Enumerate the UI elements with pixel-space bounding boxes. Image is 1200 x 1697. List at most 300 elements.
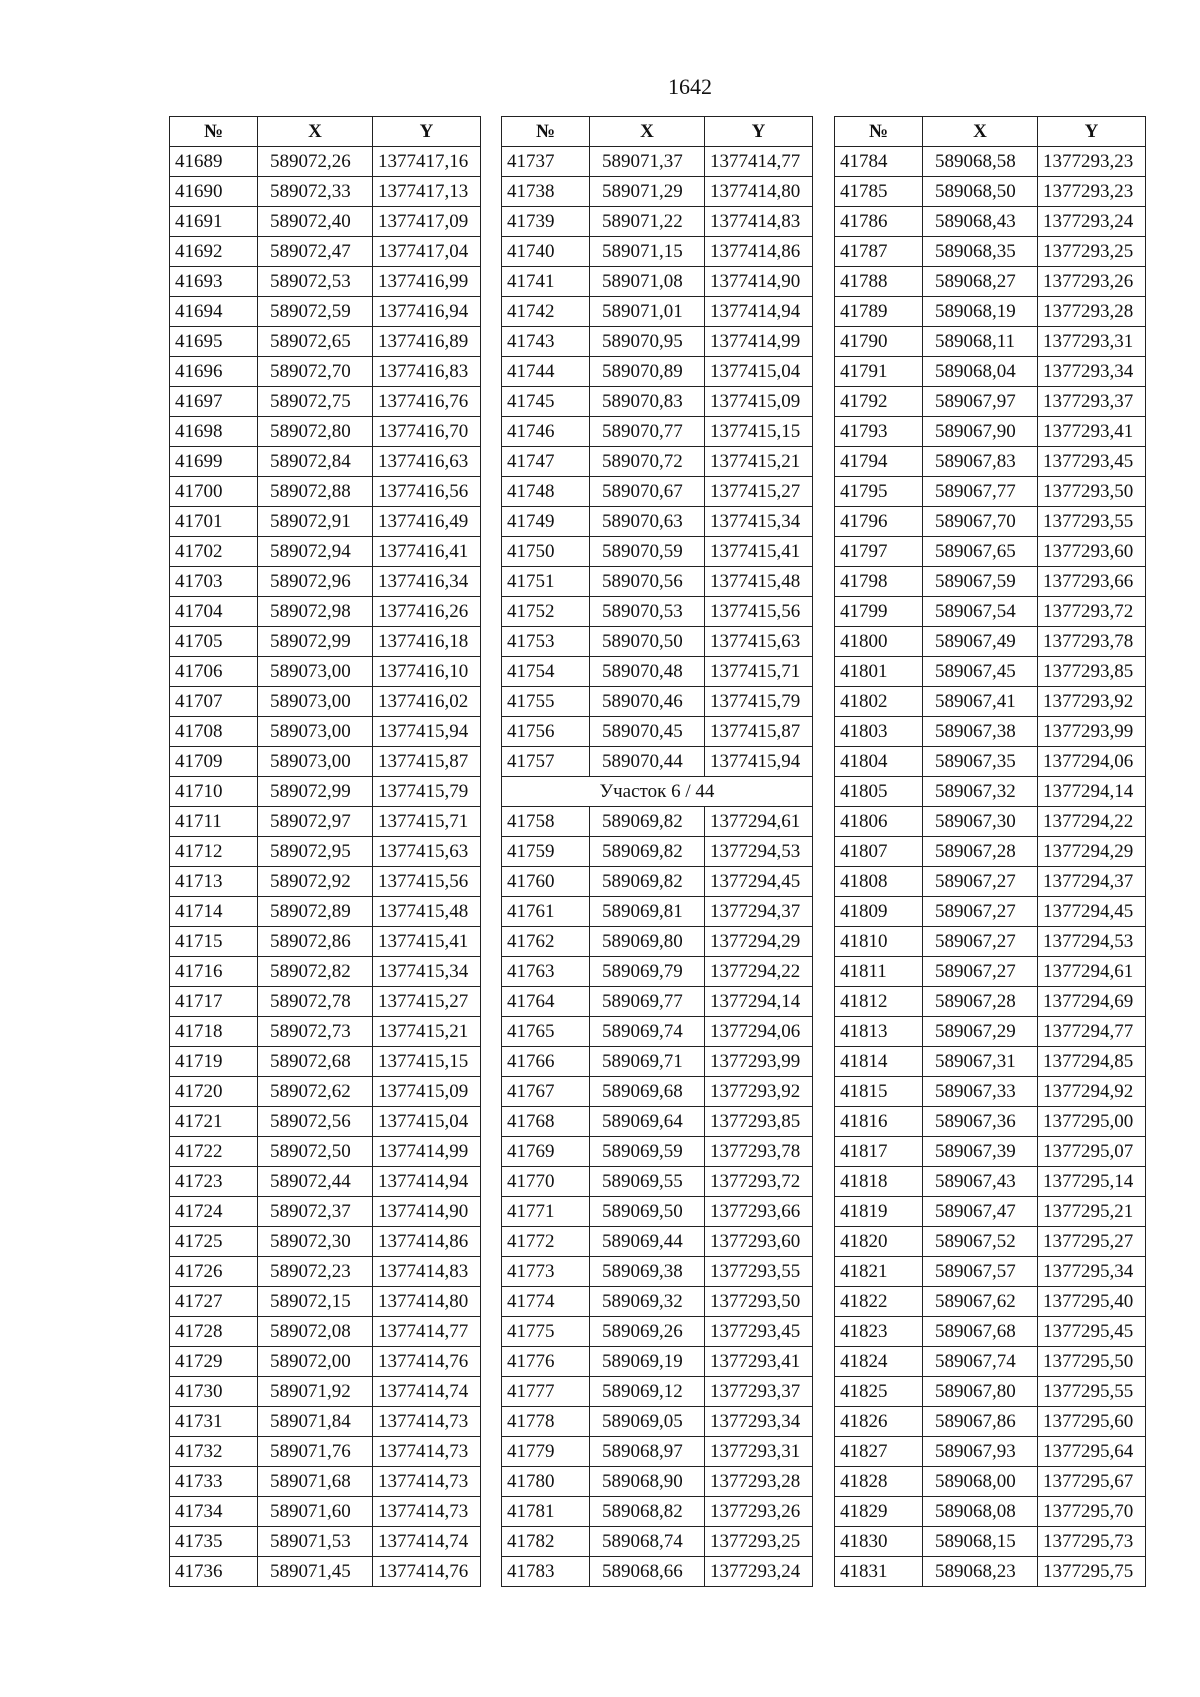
point-number-cell: 41780	[502, 1467, 590, 1497]
y-coordinate-cell: 1377416,94	[373, 297, 481, 327]
y-coordinate-cell: 1377293,45	[705, 1317, 813, 1347]
y-coordinate-cell: 1377414,99	[705, 327, 813, 357]
point-number-cell: 41817	[835, 1137, 923, 1167]
y-coordinate-cell: 1377415,27	[705, 477, 813, 507]
x-coordinate-cell: 589067,59	[923, 567, 1038, 597]
point-number-cell: 41743	[502, 327, 590, 357]
table-header-row	[170, 117, 481, 147]
table-row	[835, 1017, 1146, 1047]
x-coordinate-cell: 589072,62	[258, 1077, 373, 1107]
table-row	[170, 1557, 481, 1587]
table-row	[835, 507, 1146, 537]
y-coordinate-cell: 1377293,24	[1038, 207, 1146, 237]
y-coordinate-cell: 1377295,50	[1038, 1347, 1146, 1377]
y-coordinate-cell: 1377414,73	[373, 1467, 481, 1497]
y-coordinate-cell: 1377293,25	[705, 1527, 813, 1557]
y-coordinate-cell: 1377293,23	[1038, 147, 1146, 177]
x-coordinate-cell: 589072,37	[258, 1197, 373, 1227]
y-coordinate-cell: 1377293,85	[1038, 657, 1146, 687]
table-row	[502, 387, 813, 417]
y-coordinate-cell: 1377417,16	[373, 147, 481, 177]
table-row	[502, 1527, 813, 1557]
table-row	[502, 477, 813, 507]
y-coordinate-cell: 1377293,55	[705, 1257, 813, 1287]
y-coordinate-cell: 1377294,77	[1038, 1017, 1146, 1047]
y-coordinate-cell: 1377414,80	[705, 177, 813, 207]
number-column-header: №	[502, 117, 590, 147]
point-number-cell: 41726	[170, 1257, 258, 1287]
table-row	[835, 237, 1146, 267]
point-number-cell: 41751	[502, 567, 590, 597]
x-coordinate-cell: 589071,01	[590, 297, 705, 327]
point-number-cell: 41787	[835, 237, 923, 267]
y-coordinate-cell: 1377294,29	[1038, 837, 1146, 867]
table-row	[502, 747, 813, 777]
y-coordinate-cell: 1377415,56	[705, 597, 813, 627]
y-coordinate-cell: 1377295,73	[1038, 1527, 1146, 1557]
y-coordinate-cell: 1377294,22	[705, 957, 813, 987]
x-coordinate-cell: 589067,93	[923, 1437, 1038, 1467]
y-coordinate-cell: 1377293,28	[705, 1467, 813, 1497]
y-coordinate-cell: 1377293,50	[1038, 477, 1146, 507]
table-row	[835, 957, 1146, 987]
y-coordinate-cell: 1377293,78	[1038, 627, 1146, 657]
x-coordinate-cell: 589070,48	[590, 657, 705, 687]
x-coordinate-cell: 589067,68	[923, 1317, 1038, 1347]
point-number-cell: 41820	[835, 1227, 923, 1257]
y-coordinate-cell: 1377293,92	[705, 1077, 813, 1107]
point-number-cell: 41692	[170, 237, 258, 267]
y-coordinate-cell: 1377293,66	[705, 1197, 813, 1227]
table-row	[502, 1557, 813, 1587]
table-row	[835, 147, 1146, 177]
table-row	[170, 1317, 481, 1347]
section-label: Участок 6 / 44	[502, 777, 813, 807]
x-coordinate-cell: 589072,86	[258, 927, 373, 957]
x-coordinate-cell: 589070,77	[590, 417, 705, 447]
point-number-cell: 41748	[502, 477, 590, 507]
x-coordinate-cell: 589069,71	[590, 1047, 705, 1077]
table-row	[170, 777, 481, 807]
x-coordinate-cell: 589072,47	[258, 237, 373, 267]
x-coordinate-cell: 589072,92	[258, 867, 373, 897]
table-row	[170, 627, 481, 657]
y-coordinate-cell: 1377295,34	[1038, 1257, 1146, 1287]
y-coordinate-cell: 1377295,64	[1038, 1437, 1146, 1467]
point-number-cell: 41731	[170, 1407, 258, 1437]
point-number-cell: 41738	[502, 177, 590, 207]
x-coordinate-cell: 589067,80	[923, 1377, 1038, 1407]
x-coordinate-cell: 589071,45	[258, 1557, 373, 1587]
point-number-cell: 41798	[835, 567, 923, 597]
table-row	[170, 567, 481, 597]
x-coordinate-cell: 589073,00	[258, 657, 373, 687]
x-coordinate-cell: 589072,33	[258, 177, 373, 207]
point-number-cell: 41742	[502, 297, 590, 327]
y-coordinate-cell: 1377295,27	[1038, 1227, 1146, 1257]
table-row	[170, 1137, 481, 1167]
y-coordinate-cell: 1377293,28	[1038, 297, 1146, 327]
table-row	[502, 1197, 813, 1227]
table-row	[835, 1107, 1146, 1137]
table-row	[835, 477, 1146, 507]
table-row	[835, 717, 1146, 747]
x-column-header: X	[590, 117, 705, 147]
y-coordinate-cell: 1377293,34	[1038, 357, 1146, 387]
coordinates-table-1	[169, 116, 481, 1587]
x-coordinate-cell: 589067,28	[923, 987, 1038, 1017]
y-coordinate-cell: 1377415,09	[373, 1077, 481, 1107]
x-coordinate-cell: 589068,74	[590, 1527, 705, 1557]
table-row	[835, 987, 1146, 1017]
x-coordinate-cell: 589069,82	[590, 867, 705, 897]
point-number-cell: 41786	[835, 207, 923, 237]
y-coordinate-cell: 1377415,63	[373, 837, 481, 867]
y-coordinate-cell: 1377417,13	[373, 177, 481, 207]
table-row	[170, 1497, 481, 1527]
point-number-cell: 41797	[835, 537, 923, 567]
point-number-cell: 41773	[502, 1257, 590, 1287]
point-number-cell: 41725	[170, 1227, 258, 1257]
point-number-cell: 41741	[502, 267, 590, 297]
point-number-cell: 41695	[170, 327, 258, 357]
y-coordinate-cell: 1377293,60	[1038, 537, 1146, 567]
point-number-cell: 41689	[170, 147, 258, 177]
y-coordinate-cell: 1377414,86	[373, 1227, 481, 1257]
y-coordinate-cell: 1377295,67	[1038, 1467, 1146, 1497]
table-row	[835, 807, 1146, 837]
point-number-cell: 41802	[835, 687, 923, 717]
table-row	[835, 687, 1146, 717]
y-coordinate-cell: 1377415,79	[373, 777, 481, 807]
x-coordinate-cell: 589067,27	[923, 897, 1038, 927]
point-number-cell: 41764	[502, 987, 590, 1017]
y-coordinate-cell: 1377295,70	[1038, 1497, 1146, 1527]
x-coordinate-cell: 589070,45	[590, 717, 705, 747]
table-row	[170, 747, 481, 777]
point-number-cell: 41799	[835, 597, 923, 627]
table-row	[170, 1287, 481, 1317]
point-number-cell: 41701	[170, 507, 258, 537]
point-number-cell: 41826	[835, 1407, 923, 1437]
x-coordinate-cell: 589069,44	[590, 1227, 705, 1257]
x-coordinate-cell: 589068,66	[590, 1557, 705, 1587]
x-coordinate-cell: 589067,74	[923, 1347, 1038, 1377]
y-coordinate-cell: 1377295,21	[1038, 1197, 1146, 1227]
table-row	[170, 867, 481, 897]
table-row	[502, 1437, 813, 1467]
table-header-row	[835, 117, 1146, 147]
y-coordinate-cell: 1377415,87	[705, 717, 813, 747]
table-row	[170, 1227, 481, 1257]
x-coordinate-cell: 589072,94	[258, 537, 373, 567]
y-coordinate-cell: 1377294,14	[705, 987, 813, 1017]
point-number-cell: 41721	[170, 1107, 258, 1137]
table-row	[170, 507, 481, 537]
x-coordinate-cell: 589067,38	[923, 717, 1038, 747]
y-coordinate-cell: 1377415,34	[705, 507, 813, 537]
point-number-cell: 41727	[170, 1287, 258, 1317]
y-coordinate-cell: 1377414,83	[373, 1257, 481, 1287]
x-coordinate-cell: 589068,43	[923, 207, 1038, 237]
y-column-header: Y	[705, 117, 813, 147]
table-row	[170, 927, 481, 957]
table-row	[835, 1527, 1146, 1557]
table-row	[835, 657, 1146, 687]
y-coordinate-cell: 1377294,14	[1038, 777, 1146, 807]
number-column-header: №	[170, 117, 258, 147]
x-coordinate-cell: 589067,39	[923, 1137, 1038, 1167]
x-coordinate-cell: 589069,38	[590, 1257, 705, 1287]
y-coordinate-cell: 1377295,00	[1038, 1107, 1146, 1137]
y-coordinate-cell: 1377295,14	[1038, 1167, 1146, 1197]
table-row	[170, 327, 481, 357]
x-coordinate-cell: 589068,58	[923, 147, 1038, 177]
point-number-cell: 41770	[502, 1167, 590, 1197]
x-coordinate-cell: 589069,80	[590, 927, 705, 957]
table-row	[835, 207, 1146, 237]
table-row	[170, 897, 481, 927]
table-row	[170, 1437, 481, 1467]
point-number-cell: 41823	[835, 1317, 923, 1347]
table-row	[835, 897, 1146, 927]
y-coordinate-cell: 1377295,40	[1038, 1287, 1146, 1317]
table-row	[835, 1257, 1146, 1287]
table-row	[835, 1497, 1146, 1527]
y-coordinate-cell: 1377416,26	[373, 597, 481, 627]
table-row	[170, 1197, 481, 1227]
point-number-cell: 41757	[502, 747, 590, 777]
table-row	[170, 957, 481, 987]
x-coordinate-cell: 589069,68	[590, 1077, 705, 1107]
point-number-cell: 41828	[835, 1467, 923, 1497]
point-number-cell: 41715	[170, 927, 258, 957]
table-row	[835, 1137, 1146, 1167]
point-number-cell: 41739	[502, 207, 590, 237]
point-number-cell: 41693	[170, 267, 258, 297]
table-row	[502, 1167, 813, 1197]
x-coordinate-cell: 589067,90	[923, 417, 1038, 447]
table-row	[170, 1167, 481, 1197]
x-coordinate-cell: 589069,81	[590, 897, 705, 927]
table-row	[170, 717, 481, 747]
point-number-cell: 41796	[835, 507, 923, 537]
point-number-cell: 41758	[502, 807, 590, 837]
number-column-header: №	[835, 117, 923, 147]
x-coordinate-cell: 589072,80	[258, 417, 373, 447]
point-number-cell: 41763	[502, 957, 590, 987]
x-coordinate-cell: 589072,15	[258, 1287, 373, 1317]
y-coordinate-cell: 1377294,45	[1038, 897, 1146, 927]
table-row	[502, 1077, 813, 1107]
table-row	[835, 1047, 1146, 1077]
point-number-cell: 41696	[170, 357, 258, 387]
x-coordinate-cell: 589072,73	[258, 1017, 373, 1047]
x-coordinate-cell: 589072,99	[258, 627, 373, 657]
point-number-cell: 41750	[502, 537, 590, 567]
point-number-cell: 41707	[170, 687, 258, 717]
table-row	[835, 1437, 1146, 1467]
table-row	[170, 1077, 481, 1107]
point-number-cell: 41771	[502, 1197, 590, 1227]
x-coordinate-cell: 589068,04	[923, 357, 1038, 387]
point-number-cell: 41706	[170, 657, 258, 687]
point-number-cell: 41753	[502, 627, 590, 657]
y-coordinate-cell: 1377293,23	[1038, 177, 1146, 207]
y-coordinate-cell: 1377293,37	[705, 1377, 813, 1407]
point-number-cell: 41756	[502, 717, 590, 747]
table-row	[502, 987, 813, 1017]
table-row	[170, 987, 481, 1017]
y-coordinate-cell: 1377414,74	[373, 1377, 481, 1407]
table-row	[835, 1467, 1146, 1497]
x-coordinate-cell: 589072,82	[258, 957, 373, 987]
table-row	[170, 657, 481, 687]
x-coordinate-cell: 589071,84	[258, 1407, 373, 1437]
x-coordinate-cell: 589067,86	[923, 1407, 1038, 1437]
table-row	[835, 537, 1146, 567]
table-row	[835, 1077, 1146, 1107]
x-coordinate-cell: 589072,75	[258, 387, 373, 417]
point-number-cell: 41754	[502, 657, 590, 687]
point-number-cell: 41783	[502, 1557, 590, 1587]
x-coordinate-cell: 589069,19	[590, 1347, 705, 1377]
point-number-cell: 41709	[170, 747, 258, 777]
x-coordinate-cell: 589069,32	[590, 1287, 705, 1317]
point-number-cell: 41785	[835, 177, 923, 207]
table-row	[835, 1197, 1146, 1227]
x-coordinate-cell: 589067,43	[923, 1167, 1038, 1197]
table-row	[170, 1257, 481, 1287]
y-coordinate-cell: 1377294,37	[1038, 867, 1146, 897]
point-number-cell: 41779	[502, 1437, 590, 1467]
y-coordinate-cell: 1377417,04	[373, 237, 481, 267]
point-number-cell: 41831	[835, 1557, 923, 1587]
point-number-cell: 41734	[170, 1497, 258, 1527]
y-coordinate-cell: 1377415,09	[705, 387, 813, 417]
x-coordinate-cell: 589072,89	[258, 897, 373, 927]
x-coordinate-cell: 589068,15	[923, 1527, 1038, 1557]
y-coordinate-cell: 1377294,37	[705, 897, 813, 927]
x-coordinate-cell: 589072,98	[258, 597, 373, 627]
table-row	[835, 1557, 1146, 1587]
page-number: 1642	[668, 74, 712, 99]
y-coordinate-cell: 1377294,69	[1038, 987, 1146, 1017]
point-number-cell: 41808	[835, 867, 923, 897]
x-coordinate-cell: 589069,26	[590, 1317, 705, 1347]
x-coordinate-cell: 589069,79	[590, 957, 705, 987]
point-number-cell: 41769	[502, 1137, 590, 1167]
x-coordinate-cell: 589072,26	[258, 147, 373, 177]
x-coordinate-cell: 589070,59	[590, 537, 705, 567]
y-coordinate-cell: 1377415,63	[705, 627, 813, 657]
x-coordinate-cell: 589072,97	[258, 807, 373, 837]
x-coordinate-cell: 589072,08	[258, 1317, 373, 1347]
table-row	[170, 687, 481, 717]
point-number-cell: 41777	[502, 1377, 590, 1407]
table-row	[502, 597, 813, 627]
table-row	[502, 147, 813, 177]
x-coordinate-cell: 589071,76	[258, 1437, 373, 1467]
point-number-cell: 41759	[502, 837, 590, 867]
y-coordinate-cell: 1377294,61	[1038, 957, 1146, 987]
table-row	[835, 177, 1146, 207]
x-coordinate-cell: 589067,41	[923, 687, 1038, 717]
point-number-cell: 41703	[170, 567, 258, 597]
point-number-cell: 41740	[502, 237, 590, 267]
y-coordinate-cell: 1377414,94	[705, 297, 813, 327]
point-number-cell: 41782	[502, 1527, 590, 1557]
point-number-cell: 41815	[835, 1077, 923, 1107]
x-coordinate-cell: 589073,00	[258, 687, 373, 717]
table-row	[502, 357, 813, 387]
table-row	[835, 747, 1146, 777]
y-coordinate-cell: 1377294,45	[705, 867, 813, 897]
table-row	[835, 1407, 1146, 1437]
point-number-cell: 41803	[835, 717, 923, 747]
point-number-cell: 41732	[170, 1437, 258, 1467]
point-number-cell: 41713	[170, 867, 258, 897]
y-coordinate-cell: 1377295,60	[1038, 1407, 1146, 1437]
y-coordinate-cell: 1377414,73	[373, 1497, 481, 1527]
table-row	[170, 417, 481, 447]
table-row	[502, 657, 813, 687]
y-coordinate-cell: 1377416,63	[373, 447, 481, 477]
x-coordinate-cell: 589069,55	[590, 1167, 705, 1197]
y-coordinate-cell: 1377414,77	[373, 1317, 481, 1347]
y-coordinate-cell: 1377414,90	[705, 267, 813, 297]
x-coordinate-cell: 589072,40	[258, 207, 373, 237]
table-row	[170, 357, 481, 387]
point-number-cell: 41806	[835, 807, 923, 837]
x-coordinate-cell: 589070,63	[590, 507, 705, 537]
table-row	[502, 897, 813, 927]
table-row	[835, 417, 1146, 447]
y-coordinate-cell: 1377415,21	[705, 447, 813, 477]
point-number-cell: 41755	[502, 687, 590, 717]
x-coordinate-cell: 589072,91	[258, 507, 373, 537]
x-coordinate-cell: 589067,32	[923, 777, 1038, 807]
x-coordinate-cell: 589072,70	[258, 357, 373, 387]
y-coordinate-cell: 1377414,99	[373, 1137, 481, 1167]
y-coordinate-cell: 1377293,25	[1038, 237, 1146, 267]
y-coordinate-cell: 1377293,24	[705, 1557, 813, 1587]
point-number-cell: 41827	[835, 1437, 923, 1467]
point-number-cell: 41745	[502, 387, 590, 417]
point-number-cell: 41814	[835, 1047, 923, 1077]
y-coordinate-cell: 1377293,45	[1038, 447, 1146, 477]
y-coordinate-cell: 1377294,29	[705, 927, 813, 957]
y-coordinate-cell: 1377415,71	[705, 657, 813, 687]
y-coordinate-cell: 1377415,34	[373, 957, 481, 987]
y-coordinate-cell: 1377295,07	[1038, 1137, 1146, 1167]
table-row	[835, 597, 1146, 627]
section-row	[502, 777, 813, 807]
x-coordinate-cell: 589072,56	[258, 1107, 373, 1137]
x-coordinate-cell: 589068,82	[590, 1497, 705, 1527]
y-coordinate-cell: 1377416,99	[373, 267, 481, 297]
y-coordinate-cell: 1377415,04	[373, 1107, 481, 1137]
x-coordinate-cell: 589067,35	[923, 747, 1038, 777]
point-number-cell: 41776	[502, 1347, 590, 1377]
table-row	[502, 1137, 813, 1167]
point-number-cell: 41818	[835, 1167, 923, 1197]
y-coordinate-cell: 1377416,76	[373, 387, 481, 417]
table-row	[502, 1347, 813, 1377]
y-column-header: Y	[1038, 117, 1146, 147]
x-coordinate-cell: 589072,44	[258, 1167, 373, 1197]
y-coordinate-cell: 1377416,10	[373, 657, 481, 687]
